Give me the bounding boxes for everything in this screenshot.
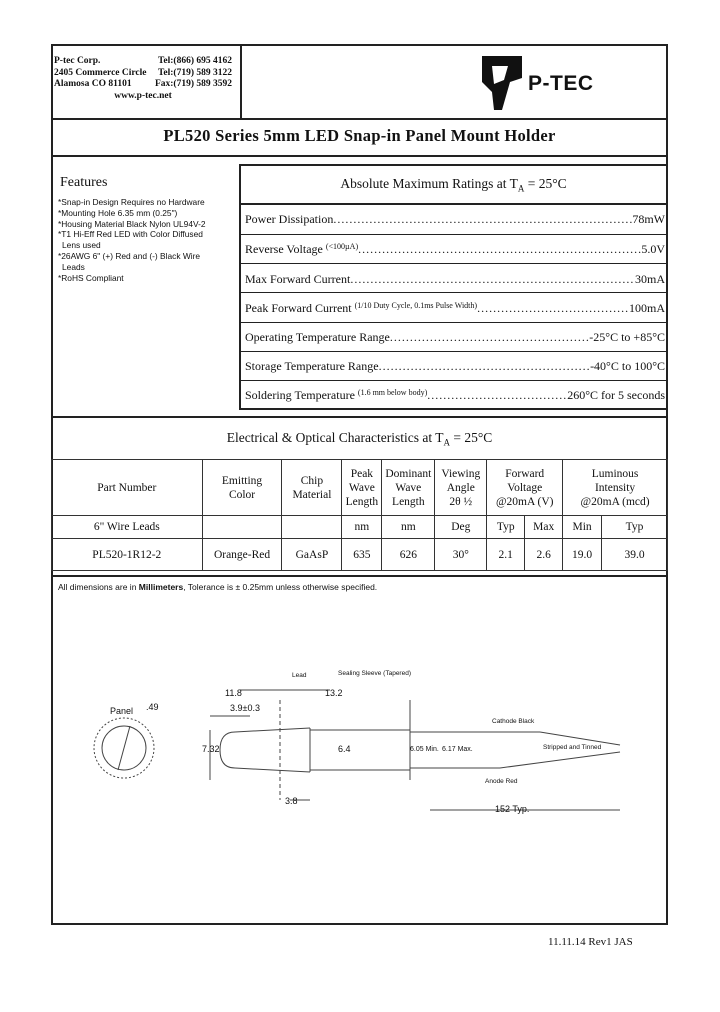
label-6-4: 6.4 [338,744,351,754]
table-units-row [52,516,668,539]
label-panel: Panel [110,706,134,716]
ptec-logo [480,52,524,119]
revision-footer: 11.11.14 Rev1 JAS [548,936,633,948]
rating-value: 260°C for 5 seconds [567,388,665,402]
table-cell: 626 [382,539,435,571]
rating-row [245,301,665,316]
rating-value: 5.0V [641,242,665,256]
table-bottom-divider [51,575,668,577]
table-cell: nm [342,516,382,539]
rating-row [245,388,665,403]
rating-label: Reverse Voltage [245,242,323,256]
label-3-8: 3.8 [285,796,298,806]
table-cell: nm [382,516,435,539]
table-cell: GaAsP [282,539,342,571]
table-cell: Max [525,516,563,539]
rating-label: Peak Forward Current [245,301,352,315]
feature-item: *T1 Hi-Eff Red LED with Color Diffused [58,229,203,240]
feature-item: *RoHS Compliant [58,272,124,283]
section-divider [51,416,668,418]
features-list [58,197,223,283]
rating-row [245,242,665,257]
header-part-number: Part Number [52,460,203,516]
company-tel2: Tel:(719) 589 3122 [157,67,232,78]
label-cathode: Cathode Black [492,718,535,725]
table-cell: 39.0 [602,539,668,571]
label-3-9: 3.9±0.3 [230,703,260,713]
company-fax: Fax:(719) 589 3592 [154,79,232,89]
company-address2: Alamosa CO 81101 [54,79,132,89]
rating-row [245,330,665,345]
header-luminous-intensity: Luminous Intensity @20mA (mcd) [563,460,668,516]
table-cell: Orange-Red [202,539,282,571]
header-chip-material: Chip Material [282,460,342,516]
table-cell: Deg [435,516,487,539]
feature-item: *26AWG 6" (+) Red and (-) Black Wire [58,250,201,261]
header-dominant-wavelength: Dominant Wave Length [382,460,435,516]
label-7-32: 7.32 [202,744,220,754]
feature-item: Leads [62,261,85,272]
table-cell: 2.1 [487,539,525,571]
mechanical-drawing [80,660,640,830]
electrical-heading-suffix: = 25°C [450,430,493,445]
ptec-logo-text: P-TEC [528,72,594,95]
electrical-table [51,459,668,571]
ratings-heading [241,176,666,194]
header-divider [51,118,668,120]
header-peak-wavelength: Peak Wave Length [342,460,382,516]
table-cell: 6" Wire Leads [52,516,203,539]
table-cell: 19.0 [563,539,602,571]
table-row [52,539,668,571]
label-sealing-sleeve: Sealing Sleeve (Tapered) [338,670,411,677]
label-stripped: Stripped and Tinned [543,744,602,751]
company-address1: 2405 Commerce Circle [54,67,147,78]
table-cell: 30° [435,539,487,571]
company-contact [54,56,232,102]
rating-row [245,212,665,227]
header-vertical-divider [240,44,242,119]
electrical-heading [51,430,668,448]
header-forward-voltage: Forward Voltage @20mA (V) [487,460,563,516]
company-name: P-tec Corp. [54,56,101,66]
feature-item: *Housing Material Black Nylon UL94V-2 [58,218,206,229]
electrical-heading-sub: A [443,437,450,448]
rating-value: 78mW [632,212,665,226]
table-cell: 635 [342,539,382,571]
rating-value: 100mA [629,301,665,315]
header-viewing-angle: Viewing Angle 2θ ½ [435,460,487,516]
rating-value: -40°C to 100°C [590,359,665,373]
dimensions-note: All dimensions are in Millimeters, Tolerance is ± 0.25mm unless otherwise specified. [58,582,378,592]
feature-item: *Snap-in Design Requires no Hardware [58,197,205,207]
label-panel-dim: .49 [146,702,159,712]
table-cell: Typ [487,516,525,539]
page-title: PL520 Series 5mm LED Snap-in Panel Mount Holder [163,126,556,145]
rating-row [245,359,665,374]
rating-label: Power Dissipation [245,212,334,226]
rating-label: Operating Temperature Range [245,330,390,344]
rating-note: (<100µA) [325,242,359,251]
table-cell [282,516,342,539]
label-11-8: 11.8 [225,688,242,698]
title-divider [51,155,668,157]
rating-row [245,272,665,287]
feature-item: Lens used [62,240,101,251]
table-header-row [52,460,668,516]
rating-note: (1.6 mm below body) [357,388,428,397]
ratings-heading-prefix: Absolute Maximum Ratings at T [340,176,518,191]
header-emitting-color: Emitting Color [202,460,282,516]
company-tel1: Tel:(866) 695 4162 [157,56,232,66]
rating-label: Max Forward Current [245,272,351,286]
label-152: 152 Typ. [495,804,530,814]
ratings-heading-suffix: = 25°C [524,176,567,191]
label-6-17: 6.17 Max. [442,746,473,753]
ptec-logo-mark-icon [480,52,524,114]
features-heading: Features [60,175,108,190]
label-anode: Anode Red [485,778,518,785]
label-6-05: 6.05 Min. [410,746,439,753]
ratings-title-divider [240,203,668,205]
rating-label: Storage Temperature Range [245,359,379,373]
rating-value: 30mA [635,272,665,286]
feature-item: *Mounting Hole 6.35 mm (0.25") [58,207,178,218]
rating-label: Soldering Temperature [245,388,355,402]
table-cell: 2.6 [525,539,563,571]
table-cell: Typ [602,516,668,539]
label-lead: Lead [292,672,307,679]
rating-note: (1/10 Duty Cycle, 0.1ms Pulse Width) [354,301,478,310]
label-13-2: 13.2 [325,688,343,698]
ratings-heading-sub: A [517,183,525,194]
rating-value: -25°C to +85°C [589,330,665,344]
company-website: www.p-tec.net [114,90,172,101]
table-cell: Min [563,516,602,539]
table-cell: PL520-1R12-2 [52,539,203,571]
electrical-heading-prefix: Electrical & Optical Characteristics at T [226,430,444,445]
table-cell [202,516,282,539]
